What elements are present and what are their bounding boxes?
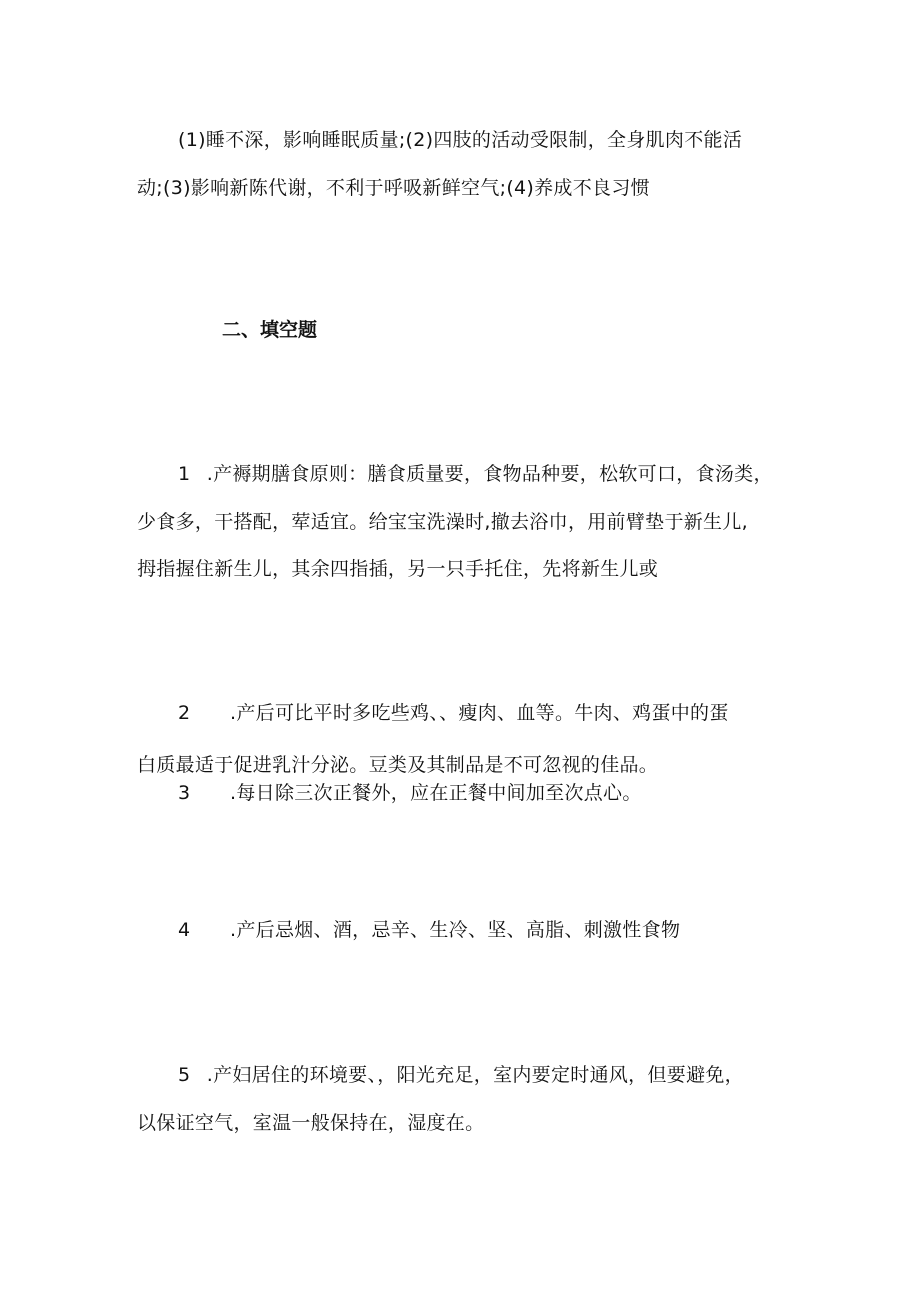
item-1-text-1: .产褥期膳食原则：膳食质量要，食物品种要，松软可口，食汤类， bbox=[206, 463, 773, 485]
item-1-line-1 bbox=[178, 461, 773, 487]
item-2-line-1 bbox=[178, 700, 729, 726]
item-4-text-1: .产后忌烟、酒，忌辛、生冷、坚、高脂、刺激性食物 bbox=[230, 919, 681, 941]
item-2-line-2: 白质最适于促进乳汁分泌。豆类及其制品是不可忽视的佳品。 bbox=[137, 754, 659, 776]
intro-line-1: (1)睡不深，影响睡眠质量;(2)四肢的活动受限制，全身肌肉不能活 bbox=[178, 129, 743, 151]
item-4-number: 4 bbox=[178, 919, 191, 941]
item-5-text-1: .产妇居住的环境要、，阳光充足，室内要定时通风，但要避免， bbox=[206, 1064, 744, 1086]
item-5-line-1 bbox=[178, 1062, 744, 1088]
item-3-line-1 bbox=[178, 780, 642, 806]
item-5-number: 5 bbox=[178, 1064, 191, 1086]
item-3-text-1: .每日除三次正餐外，应在正餐中间加至次点心。 bbox=[230, 782, 642, 804]
item-4-line-1 bbox=[178, 917, 680, 943]
item-2-text-1: .产后可比平时多吃些鸡、、瘦肉、血等。牛肉、鸡蛋中的蛋 bbox=[230, 702, 729, 724]
item-1-number: 1 bbox=[178, 463, 191, 485]
item-1-line-2: 少食多，干搭配，荤适宜。给宝宝洗澡时,撤去浴巾，用前臂垫于新生儿, bbox=[137, 511, 748, 533]
item-3-number: 3 bbox=[178, 782, 191, 804]
intro-line-2: 动;(3)影响新陈代谢，不利于呼吸新鲜空气;(4)养成不良习惯 bbox=[137, 177, 650, 199]
section-title: 二、填空题 bbox=[222, 319, 318, 341]
item-5-line-2: 以保证空气，室温一般保持在，湿度在。 bbox=[137, 1112, 485, 1134]
item-2-number: 2 bbox=[178, 702, 191, 724]
item-1-line-3: 拇指握住新生儿，其余四指插，另一只手托住，先将新生儿或 bbox=[137, 558, 659, 580]
